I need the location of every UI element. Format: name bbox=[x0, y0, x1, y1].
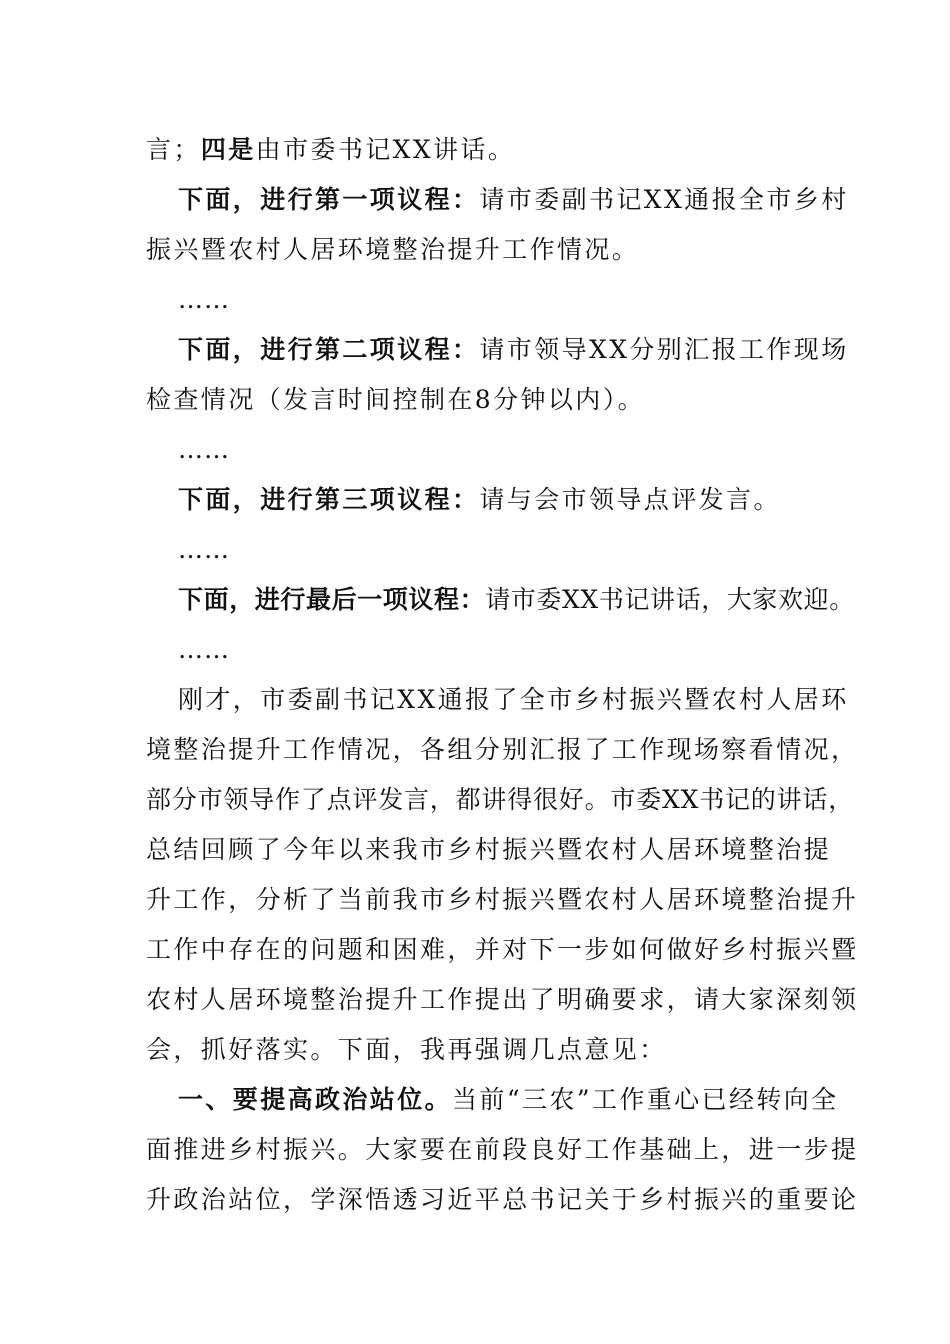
paragraph-line: 工作中存在的问题和困难，并对下一步如何做好乡村振兴暨 bbox=[146, 935, 859, 964]
agenda-heading: 下面，进行第一项议程： bbox=[178, 185, 480, 214]
ellipsis-line: …… bbox=[178, 435, 230, 464]
paragraph-line: 部分市领导作了点评发言，都讲得很好。市委XX书记的讲话， bbox=[146, 785, 854, 814]
text-run: 言； bbox=[146, 135, 201, 164]
ellipsis-line: …… bbox=[178, 285, 230, 314]
text-run: 请市委副书记XX通报全市乡村 bbox=[479, 185, 849, 214]
text-run: 请市领导XX分别汇报工作现场 bbox=[479, 335, 849, 364]
paragraph-line: 境整治提升工作情况，各组分别汇报了工作现场察看情况， bbox=[146, 735, 859, 764]
text-run: 由市委书记XX讲话。 bbox=[255, 135, 516, 164]
agenda-item-final bbox=[178, 584, 855, 616]
bold-text-run: 四是 bbox=[200, 135, 256, 164]
ellipsis-line: …… bbox=[178, 635, 230, 664]
agenda-item-1 bbox=[178, 184, 849, 216]
agenda-heading: 下面，进行第三项议程： bbox=[178, 485, 480, 514]
paragraph-line: 振兴暨农村人居环境整治提升工作情况。 bbox=[146, 235, 640, 264]
paragraph-line bbox=[146, 134, 515, 166]
text-run: 请市委XX书记讲话，大家欢迎。 bbox=[485, 585, 855, 614]
ellipsis-line: …… bbox=[178, 535, 230, 564]
paragraph-line: 升政治站位，学深悟透习近平总书记关于乡村振兴的重要论 bbox=[146, 1185, 859, 1214]
paragraph-line: 刚才，市委副书记XX通报了全市乡村振兴暨农村人居环 bbox=[178, 685, 849, 714]
paragraph-line: 升工作，分析了当前我市乡村振兴暨农村人居环境整治提升 bbox=[146, 885, 859, 914]
text-run: 请与会市领导点评发言。 bbox=[479, 485, 781, 514]
agenda-heading: 下面，进行最后一项议程： bbox=[178, 585, 486, 614]
agenda-item-2 bbox=[178, 334, 849, 366]
section-heading-line bbox=[178, 1084, 839, 1116]
paragraph-line: 面推进乡村振兴。大家要在前段良好工作基础上，进一步提 bbox=[146, 1135, 859, 1164]
paragraph-line: 会，抓好落实。下面，我再强调几点意见： bbox=[146, 1035, 667, 1064]
paragraph-line: 总结回顾了今年以来我市乡村振兴暨农村人居环境整治提 bbox=[146, 835, 832, 864]
section-heading: 一、要提高政治站位。 bbox=[178, 1085, 453, 1114]
text-run: 当前“三农”工作重心已经转向全 bbox=[452, 1085, 839, 1114]
agenda-item-3 bbox=[178, 484, 781, 516]
paragraph-line: 农村人居环境整治提升工作提出了明确要求，请大家深刻领 bbox=[146, 985, 859, 1014]
agenda-heading: 下面，进行第二项议程： bbox=[178, 335, 480, 364]
paragraph-line: 检查情况（发言时间控制在8分钟以内）。 bbox=[146, 385, 646, 414]
